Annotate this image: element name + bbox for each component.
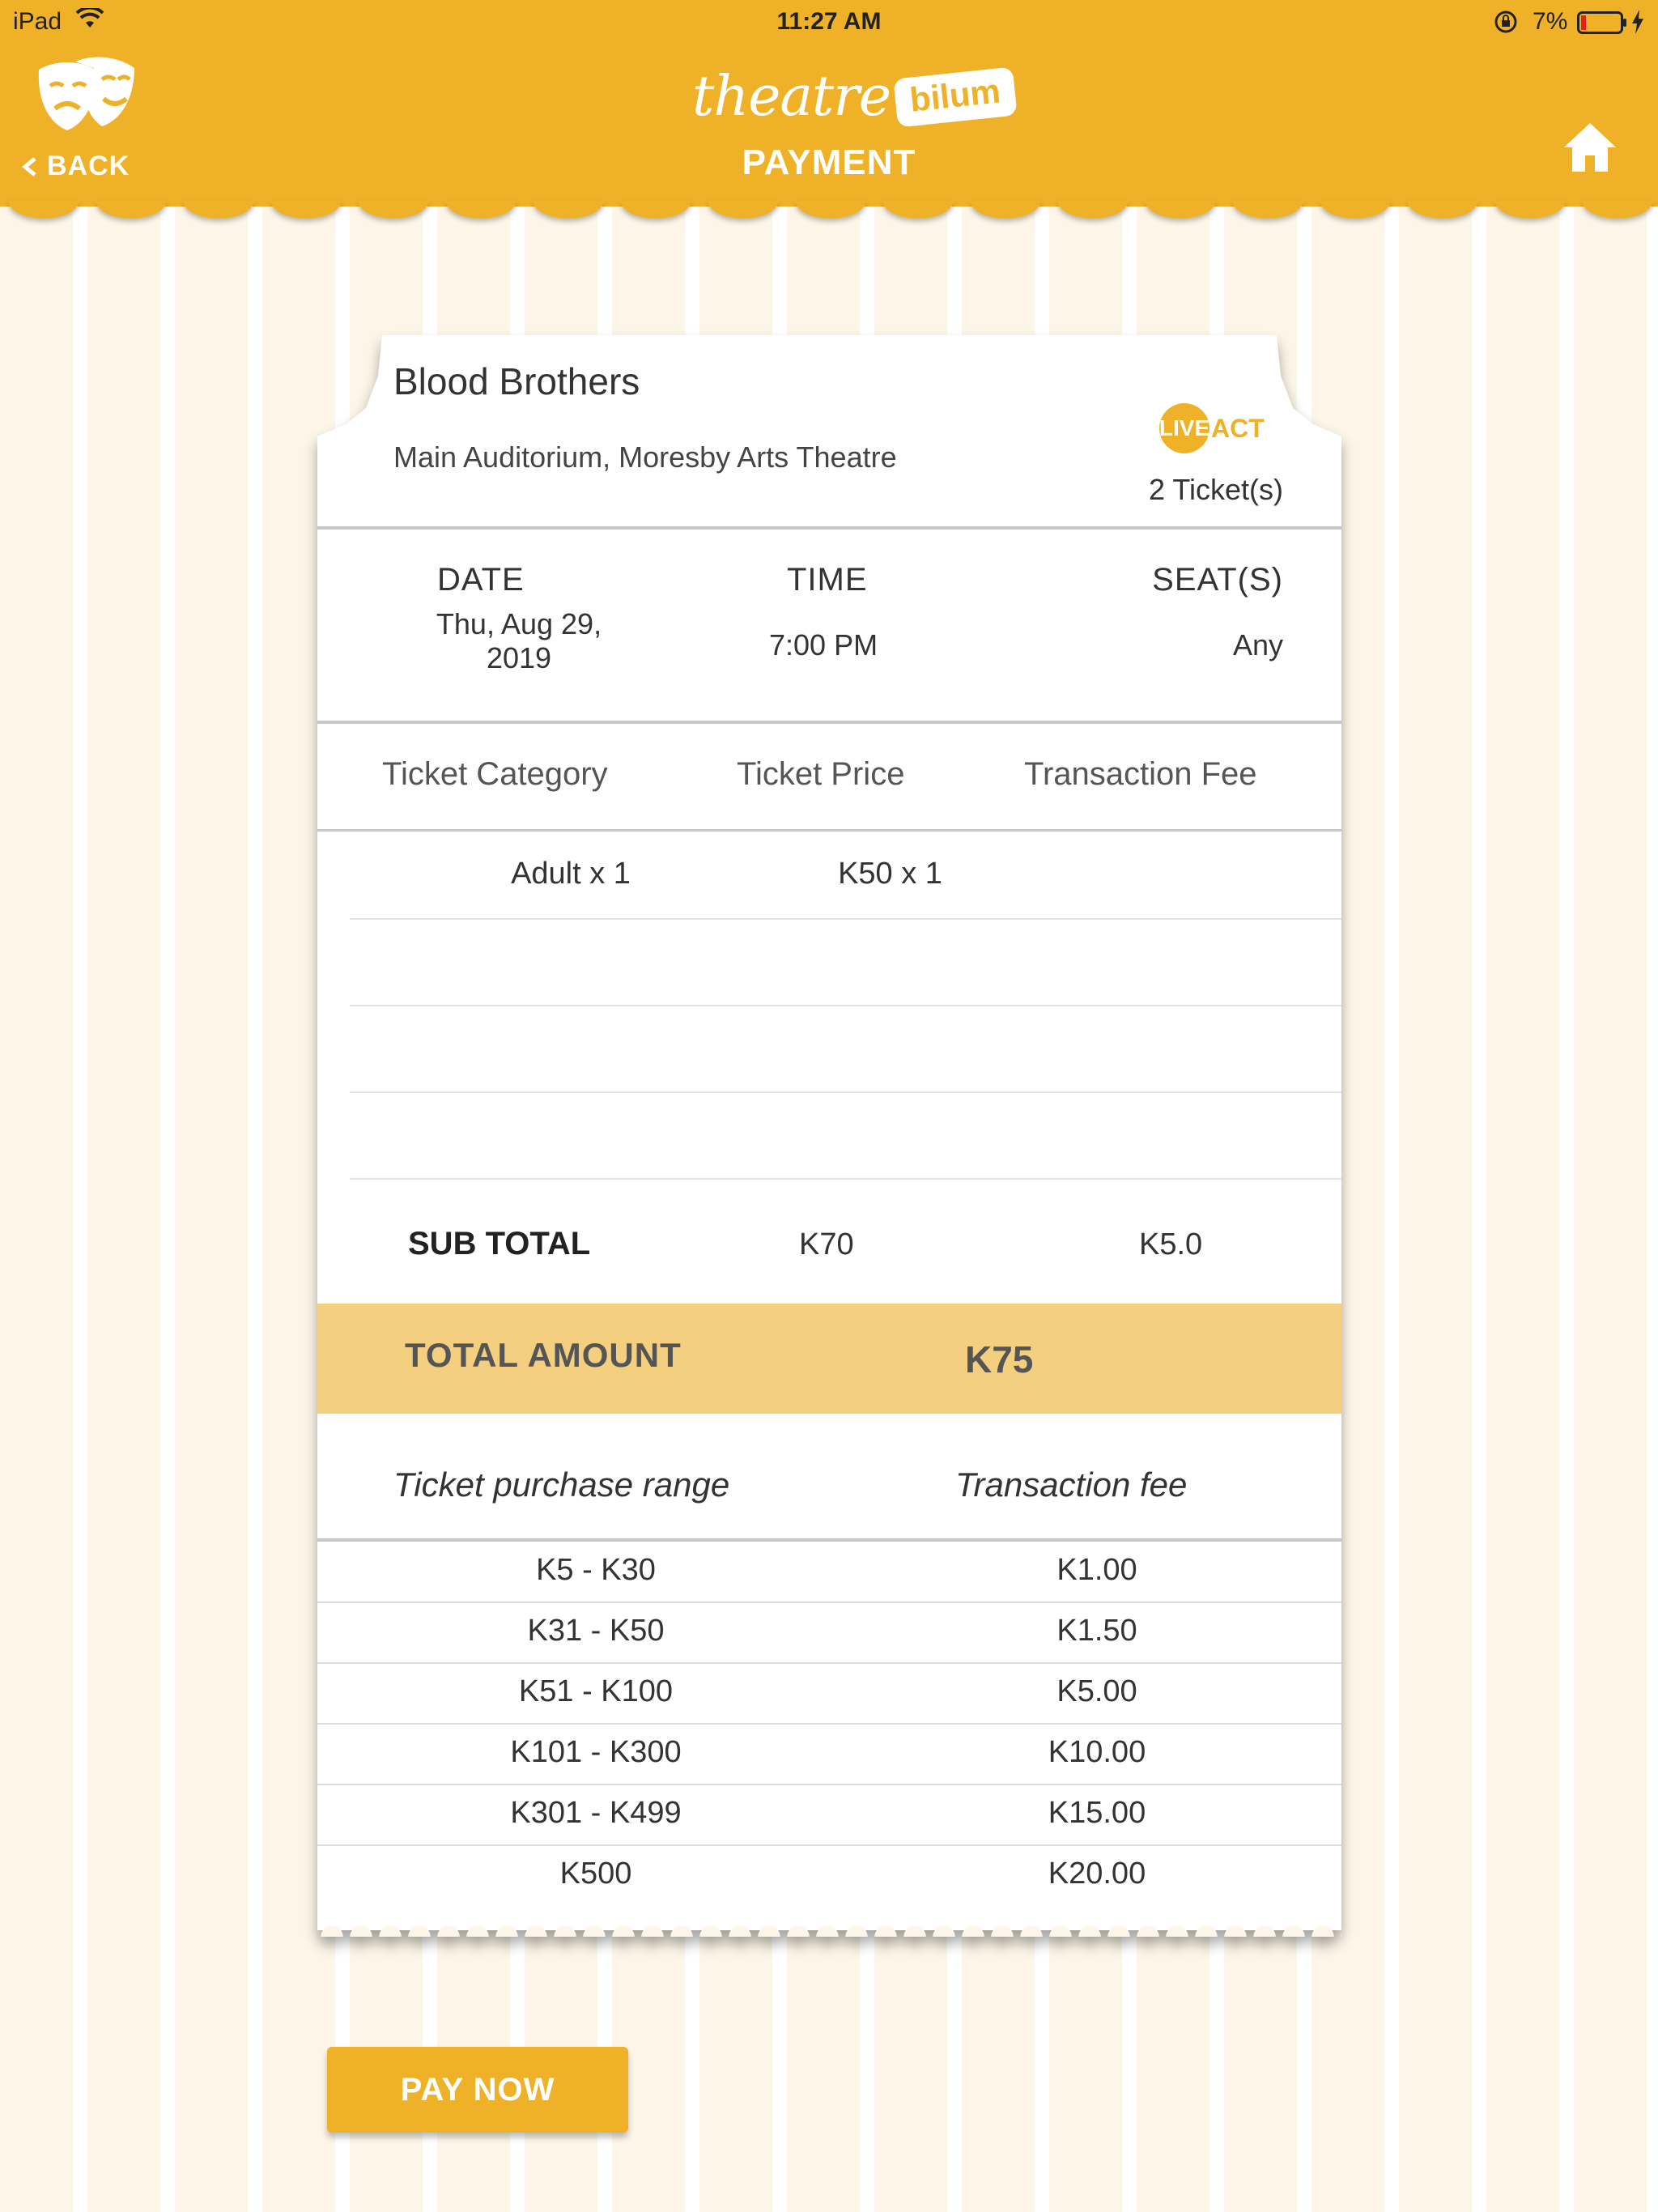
subtotal-fee: K5.0 — [1139, 1227, 1203, 1261]
back-label: BACK — [47, 151, 130, 181]
total-value: K75 — [965, 1338, 1034, 1380]
seats-value: Any — [1232, 628, 1283, 661]
divider — [317, 526, 1341, 530]
row-divider — [350, 918, 1341, 920]
row-divider — [350, 1178, 1341, 1180]
date-line1: Thu, Aug 29, — [436, 607, 602, 640]
total-label: TOTAL AMOUNT — [405, 1336, 682, 1374]
divider — [317, 721, 1341, 724]
ticket-card — [317, 335, 1341, 1930]
row-divider — [350, 1005, 1341, 1006]
charging-bolt-icon — [1630, 10, 1645, 40]
row-divider — [317, 1844, 1341, 1846]
row-divider — [317, 1662, 1341, 1664]
act-badge-label: ACT — [1211, 413, 1265, 443]
row-divider — [350, 1091, 1341, 1093]
live-badge-label: LIVE — [1159, 403, 1209, 453]
ticket-count: 2 Ticket(s) — [1148, 473, 1283, 506]
fee-amount: K1.00 — [1056, 1553, 1137, 1587]
fee-amount: K20.00 — [1048, 1857, 1146, 1891]
live-act-badge — [1159, 403, 1265, 453]
fee-amount: K10.00 — [1048, 1735, 1146, 1769]
fee-range: K500 — [559, 1857, 632, 1891]
brand-main: theatre — [692, 65, 891, 129]
ticket-perforated-edge — [317, 1912, 1341, 1937]
fee-schedule-fee-header: Transaction fee — [955, 1465, 1188, 1504]
brand-logo — [692, 65, 1015, 129]
status-time: 11:27 AM — [776, 8, 882, 35]
pay-now-button[interactable]: PAY NOW — [327, 2047, 628, 2133]
theatre-masks-logo — [31, 53, 144, 147]
seats-label: SEAT(S) — [1152, 562, 1283, 598]
battery-percent: 7% — [1533, 8, 1568, 35]
time-value: 7:00 PM — [769, 628, 878, 661]
fee-amount: K1.50 — [1056, 1614, 1137, 1648]
subtotal-label: SUB TOTAL — [408, 1226, 591, 1261]
fee-range: K301 - K499 — [510, 1796, 682, 1830]
fee-schedule-range-header: Ticket purchase range — [393, 1465, 730, 1504]
subtotal-price: K70 — [799, 1227, 854, 1261]
status-bar — [0, 0, 1658, 44]
header-transaction-fee: Transaction Fee — [1024, 756, 1257, 792]
date-label: DATE — [437, 562, 525, 598]
row-category: Adult x 1 — [511, 857, 631, 891]
page-title: PAYMENT — [742, 143, 916, 182]
home-button[interactable] — [1562, 120, 1618, 177]
fee-amount: K5.00 — [1056, 1674, 1137, 1708]
event-venue: Main Auditorium, Moresby Arts Theatre — [393, 440, 897, 474]
time-label: TIME — [787, 562, 868, 598]
divider — [317, 829, 1341, 832]
row-divider — [317, 1784, 1341, 1785]
header-ticket-category: Ticket Category — [382, 756, 608, 792]
header-scallop-edge — [0, 201, 1658, 223]
home-icon — [1562, 120, 1618, 173]
divider — [317, 1538, 1341, 1542]
rotation-lock-icon — [1494, 10, 1518, 40]
row-price: K50 x 1 — [838, 857, 942, 891]
fee-range: K5 - K30 — [536, 1553, 656, 1587]
battery-icon — [1577, 11, 1627, 40]
fee-range: K31 - K50 — [527, 1614, 665, 1648]
header-ticket-price: Ticket Price — [737, 756, 905, 792]
fee-range: K101 - K300 — [510, 1735, 682, 1769]
fee-amount: K15.00 — [1048, 1796, 1146, 1830]
event-title: Blood Brothers — [393, 360, 640, 402]
brand-tag: bilum — [893, 66, 1017, 127]
row-divider — [317, 1723, 1341, 1725]
row-divider — [317, 1602, 1341, 1603]
status-device: iPad — [13, 8, 62, 35]
date-line2: 2019 — [486, 641, 552, 674]
fee-range: K51 - K100 — [518, 1674, 674, 1708]
